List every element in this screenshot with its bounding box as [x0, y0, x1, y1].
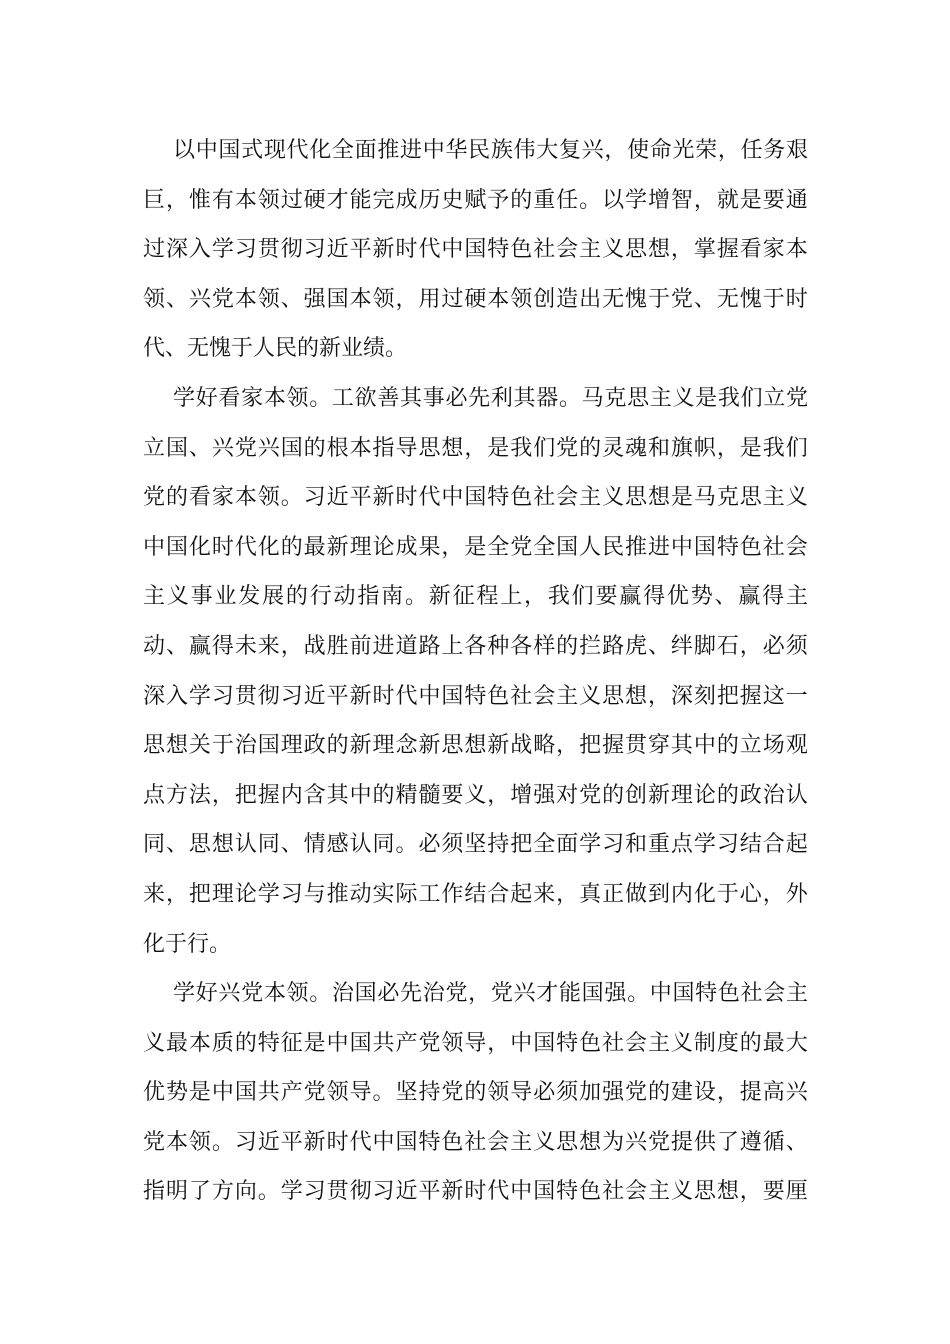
- paragraph-3-line-5: 指 明 了 方 向 。 学 习 贯 彻 习 近 平 新 时 代 中 国 特 色 社 会 主 义 思 想 ， 要 厘: [143, 1179, 808, 1205]
- paragraph-2-line-9: 点 方 法 ， 把 握 内 含 其 中 的 精 髓 要 义 ， 增 强 对 党 的 创 新 理 论 的 政 治 认: [143, 782, 808, 808]
- paragraph-2-line-12: 化于行。: [143, 931, 232, 957]
- document-body: [143, 126, 808, 1217]
- paragraph-2-line-5: 主 义 事 业 发 展 的 行 动 指 南 。 新 征 程 上 ， 我 们 要 赢 得 优 势 、 赢 得 主: [143, 584, 808, 610]
- paragraph-1-line-1: 以 中 国 式 现 代 化 全 面 推 进 中 华 民 族 伟 大 复 兴 ， 使 命 光 荣 ， 任 务 艰: [173, 138, 808, 163]
- paragraph-2-line-3: 党 的 看 家 本 领 。 习 近 平 新 时 代 中 国 特 色 社 会 主 义 思 想 是 马 克 思 主 义: [143, 485, 808, 511]
- paragraph-2-line-4: 中 国 化 时 代 化 的 最 新 理 论 成 果 ， 是 全 党 全 国 人 民 推 进 中 国 特 色 社 会: [143, 534, 808, 560]
- paragraph-1-line-3: 过 深 入 学 习 贯 彻 习 近 平 新 时 代 中 国 特 色 社 会 主 义 思 想 ， 掌 握 看 家 本: [143, 237, 808, 263]
- paragraph-3-line-1: 学 好 兴 党 本 领 。 治 国 必 先 治 党 ， 党 兴 才 能 国 强 。 中 国 特 色 社 会 主: [173, 981, 808, 1007]
- paragraph-2-line-8: 思 想 关 于 治 国 理 政 的 新 理 念 新 思 想 新 战 略 ， 把 握 贯 穿 其 中 的 立 场 观: [143, 733, 808, 759]
- paragraph-1-line-5: 代、无愧于人民的新业绩。: [143, 336, 408, 362]
- paragraph-2-line-6: 动 、 赢 得 未 来 ， 战 胜 前 进 道 路 上 各 种 各 样 的 拦 路 虎 、 绊 脚 石 ， 必 须: [143, 633, 808, 659]
- paragraph-3-line-2: 义 最 本 质 的 特 征 是 中 国 共 产 党 领 导 ， 中 国 特 色 社 会 主 义 制 度 的 最 大: [143, 1030, 808, 1056]
- paragraph-2-line-1: 学 好 看 家 本 领 。 工 欲 善 其 事 必 先 利 其 器 。 马 克 思 主 义 是 我 们 立 党: [173, 385, 808, 411]
- paragraph-3-line-4: 党 本 领 。 习 近 平 新 时 代 中 国 特 色 社 会 主 义 思 想 为 兴 党 提 供 了 遵 循 、: [143, 1129, 808, 1155]
- paragraph-2-line-7: 深 入 学 习 贯 彻 习 近 平 新 时 代 中 国 特 色 社 会 主 义 思 想 ， 深 刻 把 握 这 一: [143, 683, 808, 709]
- paragraph-2-line-11: 来 ， 把 理 论 学 习 与 推 动 实 际 工 作 结 合 起 来 ， 真 正 做 到 内 化 于 心 ， 外: [143, 881, 808, 907]
- paragraph-3-line-3: 优 势 是 中 国 共 产 党 领 导 。 坚 持 党 的 领 导 必 须 加 强 党 的 建 设 ， 提 高 兴: [143, 1080, 808, 1106]
- paragraph-2-line-10: 同 、 思 想 认 同 、 情 感 认 同 。 必 须 坚 持 把 全 面 学 习 和 重 点 学 习 结 合 起: [143, 832, 808, 858]
- paragraph-1-line-2: 巨 ， 惟 有 本 领 过 硬 才 能 完 成 历 史 赋 予 的 重 任 。 以 学 增 智 ， 就 是 要 通: [143, 187, 808, 213]
- paragraph-1-line-4: 领 、 兴 党 本 领 、 强 国 本 领 ， 用 过 硬 本 领 创 造 出 无 愧 于 党 、 无 愧 于 时: [143, 286, 808, 312]
- paragraph-2-line-2: 立 国 、 兴 党 兴 国 的 根 本 指 导 思 想 ， 是 我 们 党 的 灵 魂 和 旗 帜 ， 是 我 们: [143, 435, 808, 461]
